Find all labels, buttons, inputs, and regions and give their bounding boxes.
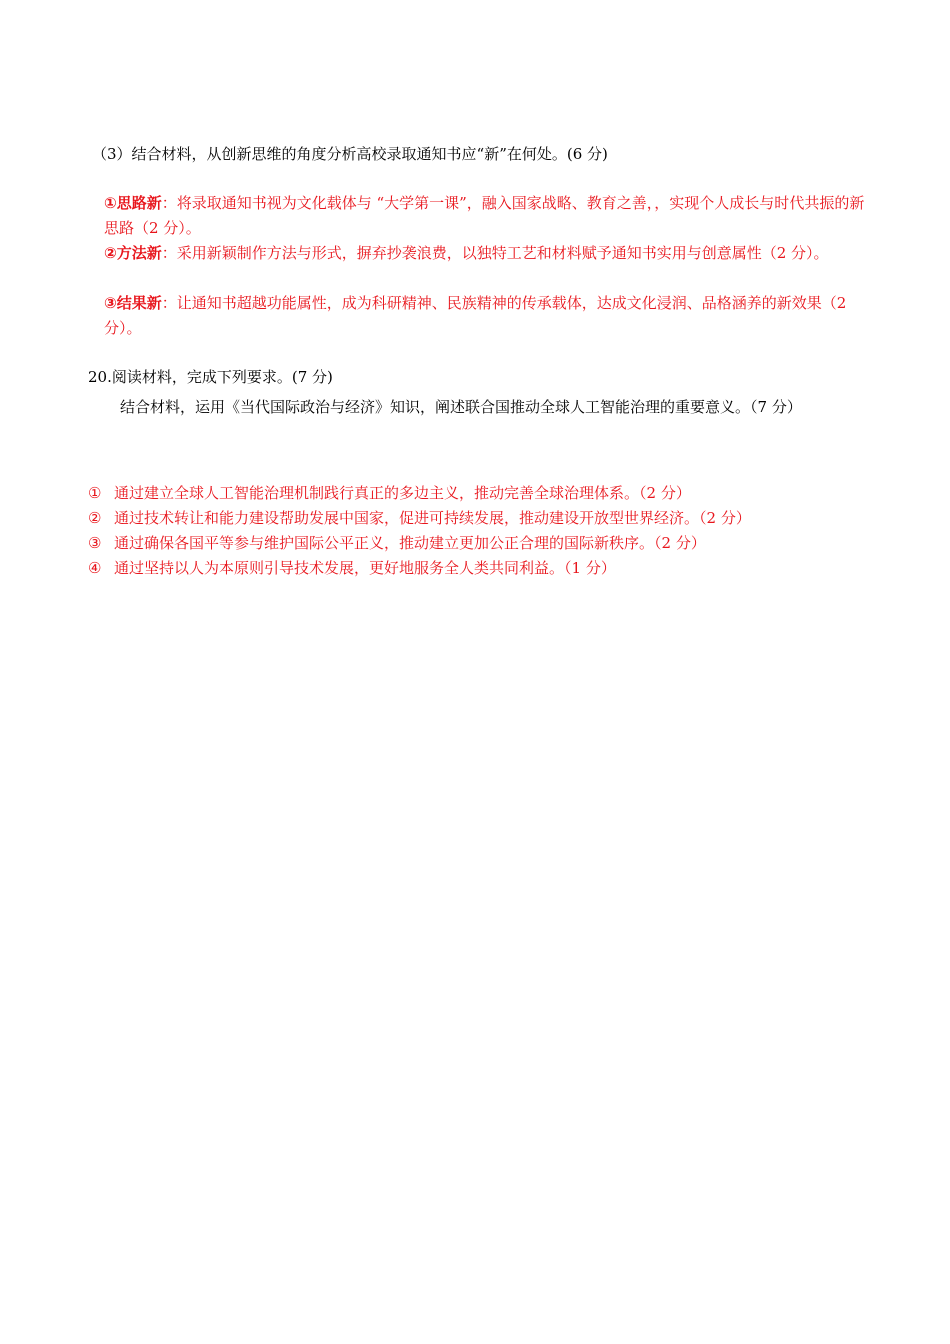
list-item-number: ① <box>88 484 102 502</box>
list-item <box>88 556 878 581</box>
answer-3-item-3 <box>104 291 874 341</box>
answer-3-item-1 <box>104 191 874 241</box>
answer-3-item-3-heading: ③结果新 <box>104 294 162 312</box>
question-20-prompt: 结合材料，运用《当代国际政治与经济》知识，阐述联合国推动全球人工智能治理的重要意义。（7 分） <box>120 398 802 416</box>
list-item <box>88 506 878 531</box>
list-item-number: ④ <box>88 559 102 577</box>
list-item-text: 通过建立全球人工智能治理机制践行真正的多边主义，推动完善全球治理体系。（2 分） <box>114 484 691 502</box>
answer-3-item-2 <box>104 241 874 266</box>
answer-3-item-2-text: ：采用新颖制作方法与形式，摒弃抄袭浪费，以独特工艺和材料赋予通知书实用与创意属性（2 分）。 <box>161 244 829 262</box>
question-20-title: 20.阅读材料，完成下列要求。(7 分) <box>88 368 333 386</box>
answer-3-item-1-text: ：将录取通知书视为文化载体与 “大学第一课”，融入国家战略、教育之善，，实现个人成长与时代共振的新思路（2 分）。 <box>104 194 865 237</box>
answer-3-item-2-heading: ②方法新 <box>104 244 162 262</box>
answer-3-item-3-text: ：让通知书超越功能属性，成为科研精神、民族精神的传承载体，达成文化浸润、品格涵养的新效果（2 分）。 <box>104 294 847 337</box>
list-item <box>88 481 878 506</box>
question-3-prompt: （3）结合材料，从创新思维的角度分析高校录取通知书应“新”在何处。(6 分) <box>92 145 608 163</box>
list-item <box>88 531 878 556</box>
list-item-text: 通过确保各国平等参与维护国际公平正义，推动建立更加公正合理的国际新秩序。（2 分） <box>114 534 706 552</box>
list-item-number: ③ <box>88 534 102 552</box>
answer-20-list <box>88 481 878 581</box>
answer-3-item-1-heading: ①思路新 <box>104 194 162 212</box>
list-item-text: 通过坚持以人为本原则引导技术发展，更好地服务全人类共同利益。（1 分） <box>114 559 616 577</box>
list-item-number: ② <box>88 509 102 527</box>
list-item-text: 通过技术转让和能力建设帮助发展中国家，促进可持续发展，推动建设开放型世界经济。（2 分） <box>114 509 751 527</box>
